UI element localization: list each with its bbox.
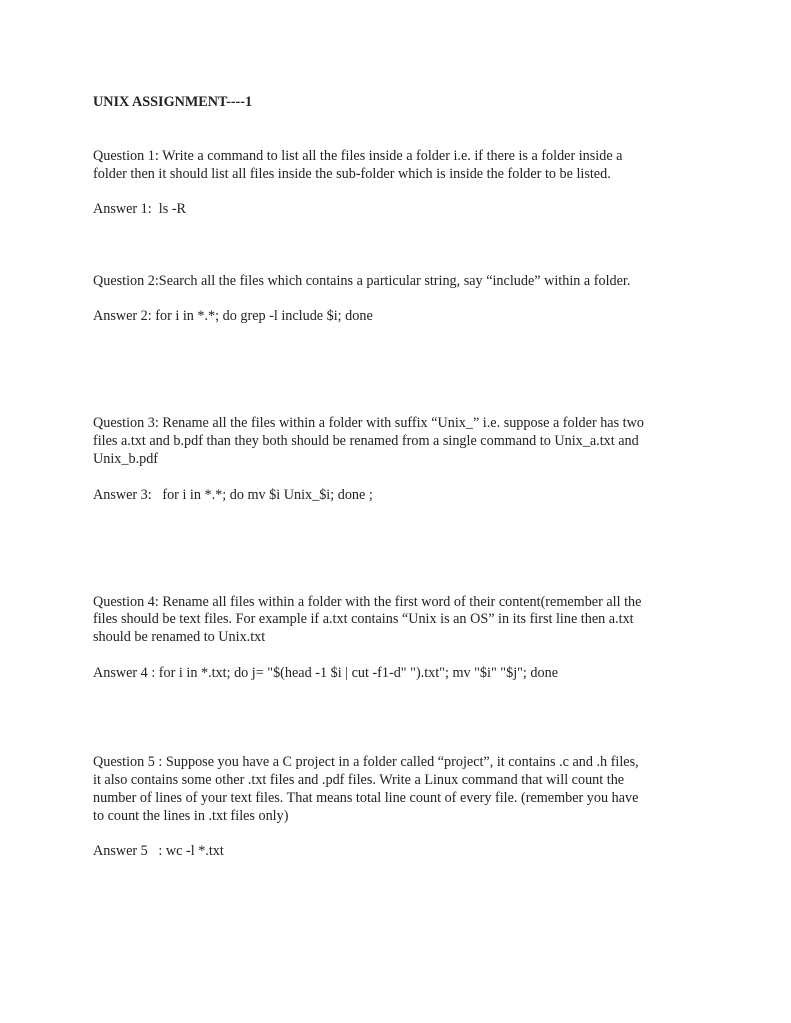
question-5-line-1: Question 5 : Suppose you have a C project in a folder called “project”, it contains .c and .h files, [93,754,639,770]
answer-2: Answer 2: for i in *.*; do grep -l include $i; done [93,308,373,324]
question-3-line-3: Unix_b.pdf [93,451,159,467]
answer-4: Answer 4 : for i in *.txt; do j= "$(head -1 $i | cut -f1-d" ").txt"; mv "$i" "$j"; done [93,665,558,681]
question-4-line-1: Question 4: Rename all files within a folder with the first word of their content(remember all the [93,594,642,610]
question-5-line-4: to count the lines in .txt files only) [93,808,289,824]
answer-3: Answer 3: for i in *.*; do mv $i Unix_$i; done ; [93,487,373,503]
document-title: UNIX ASSIGNMENT----1 [93,94,253,110]
question-4-line-2: files should be text files. For example if a.txt contains “Unix is an OS” in its first line then a.txt [93,611,634,627]
question-3-line-2: files a.txt and b.pdf than they both should be renamed from a single command to Unix_a.txt and [93,433,639,449]
question-4-line-3: should be renamed to Unix.txt [93,629,266,645]
answer-1: Answer 1: ls -R [93,201,187,217]
question-5-line-3: number of lines of your text files. That means total line count of every file. (remember you have [93,790,639,806]
answer-5: Answer 5 : wc -l *.txt [93,843,224,859]
question-1-line-2: folder then it should list all files inside the sub-folder which is inside the folder to be listed. [93,166,611,182]
question-5-line-2: it also contains some other .txt files and .pdf files. Write a Linux command that will count the [93,772,625,788]
question-1-line-1: Question 1: Write a command to list all the files inside a folder i.e. if there is a folder inside a [93,148,623,164]
question-3-line-1: Question 3: Rename all the files within a folder with suffix “Unix_” i.e. suppose a folder has two [93,415,644,431]
question-2-line-1: Question 2:Search all the files which contains a particular string, say “include” within a folder. [93,273,631,289]
